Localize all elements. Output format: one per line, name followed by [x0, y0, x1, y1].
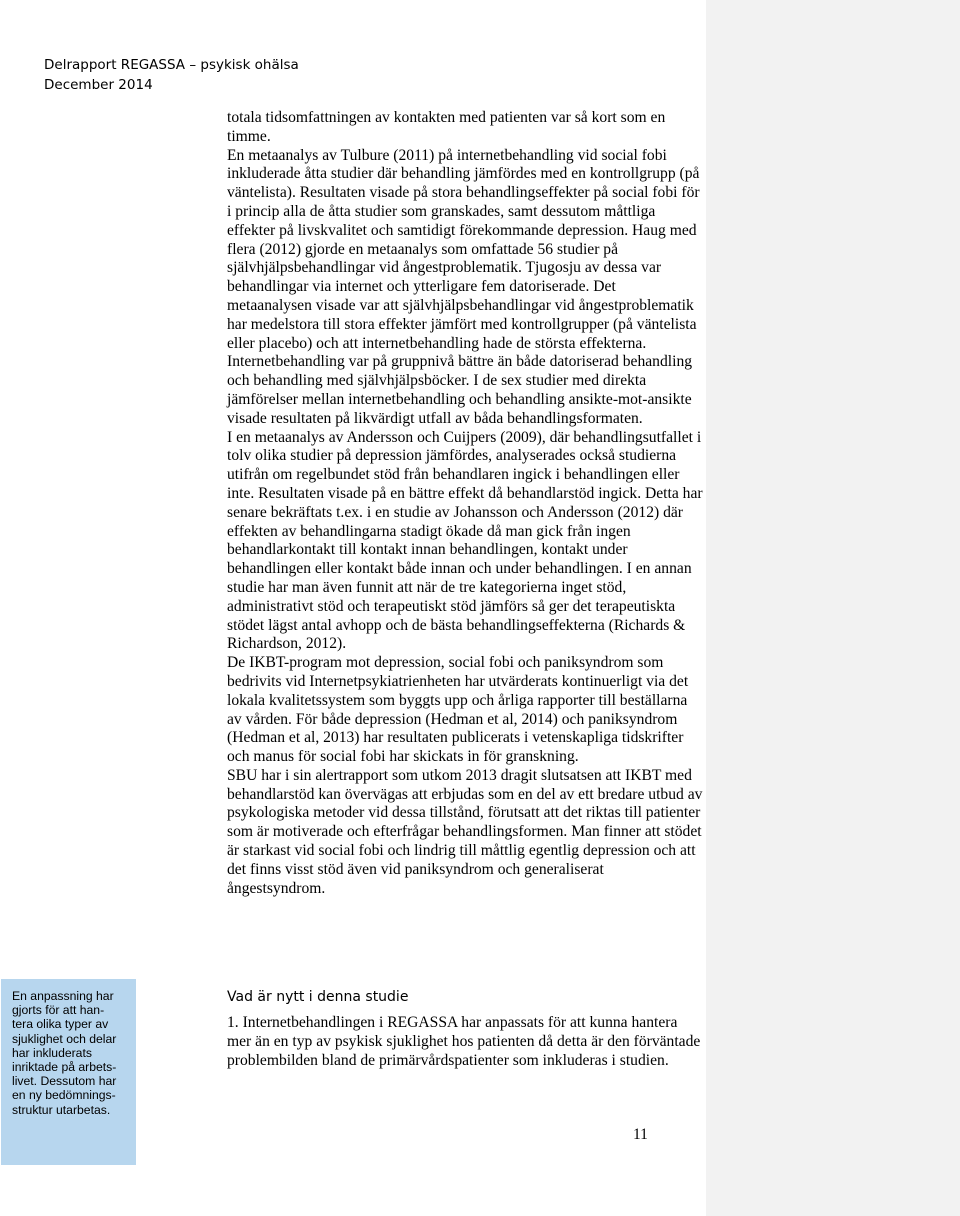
sidebar-note-line: gjorts för att han-	[12, 1003, 105, 1018]
paragraph: totala tidsomfattningen av kontakten med patienten var så kort som en timme.	[227, 109, 666, 145]
sidebar-note-line: tera olika typer av	[12, 1017, 109, 1032]
sidebar-note-line: en ny bedömnings-	[12, 1088, 116, 1103]
section-text: 1. Internetbehandlingen i REGASSA har anpassats för att kunna hantera mer än en typ av psykisk sjuklighet hos patienten då detta är den förväntade problembilden bland de primärvårdspatienter som inkluderas i studien.	[227, 1014, 701, 1069]
sidebar-note-line: sjuklighet och delar	[12, 1031, 117, 1046]
right-margin-panel	[706, 0, 960, 1216]
paragraph: En metaanalys av Tulbure (2011) på internetbehandling vid social fobi inkluderade åtta studier där behandling jämfördes med en kontrollgrupp (på väntelista). Resultaten visade på stora behandlingseffekter på social fobi för i princip alla de åtta studier som granskades, samt dessutom måttliga effekter på livskvalitet och samtidigt förekommande depression. Haug med flera (2012) gjorde en metaanalys som omfattade 56 studier på självhjälpsbehandlingar vid ångestproblematik. Tjugosju av dessa var behandlingar via internet och ytterligare fem datoriserade. Det metaanalysen visade var att självhjälpsbehandlingar vid ångestproblematik har medelstora till stora effekter jämfört med kontrollgrupper (på väntelista eller placebo) och att internetbehandling hade de största effekterna. Internetbehandling var på gruppnivå bättre än både datoriserad behandling och behandling med självhjälpsböcker. I de sex studier med direkta jämförelser mellan internetbehandling och behandling ansikte-mot-ansikte visade resultaten på likvärdigt utfall av båda behandlingsformaten.	[227, 146, 700, 427]
sidebar-note-line: En anpassning har	[12, 989, 114, 1003]
sidebar-note-line: har inkluderats	[12, 1045, 92, 1060]
sidebar-note	[1, 979, 136, 1165]
sidebar-note-line: struktur utarbetas.	[12, 1102, 111, 1117]
page-number: 11	[633, 1126, 648, 1143]
sidebar-note-line: livet. Dessutom har	[12, 1074, 117, 1089]
body-text	[227, 109, 703, 898]
paragraph: De IKBT-program mot depression, social fobi och paniksyndrom som bedrivits vid Internetpsykiatrienheten har utvärderats kontinuerligt via det lokala kvalitetssystem som byggts upp och årliga rapporter till beställarna av vården. För både depression (Hedman et al, 2014) och paniksyndrom (Hedman et al, 2013) har resultaten publicerats i vetenskapliga tidskrifter och manus för social fobi har skickats in för granskning.	[227, 654, 689, 766]
section-heading: Vad är nytt i denna studie	[227, 989, 409, 1005]
page-header	[44, 55, 644, 95]
paragraph: SBU har i sin alertrapport som utkom 2013 dragit slutsatsen att IKBT med behandlarstöd kan övervägas att erbjudas som en del av ett bredare utbud av psykologiska metoder vid dessa tillstånd, förutsatt att det riktas till patienter som är motiverade och efterfrågar behandlingsformen. Man finner att stödet är starkast vid social fobi och lindrig till måttlig egentlig depression och att det finns visst stöd även vid paniksyndrom och generaliserat ångestsyndrom.	[227, 766, 703, 897]
paragraph: I en metaanalys av Andersson och Cuijpers (2009), där behandlingsutfallet i tolv olika studier på depression jämfördes, analyserades också studierna utifrån om regelbundet stöd från behandlaren ingick i behandlingen eller inte. Resultaten visade på en bättre effekt då behandlarstöd ingick. Detta har senare bekräftats t.ex. i en studie av Johansson och Andersson (2012) där effekten av behandlingarna stadigt ökade då man gick från ingen behandlarkontakt till kontakt innan behandlingen, kontakt under behandlingen eller kontakt både innan och under behandlingen. I en annan studie har man även funnit att när de tre kategorierna inget stöd, administrativt stöd och terapeutiskt stöd jämförs så ger det terapeutiskta stödet lägst antal avhopp och de bästa behandlingseffekterna (Richards & Richardson, 2012).	[227, 428, 703, 653]
report-date: December 2014	[44, 77, 153, 93]
sidebar-note-line: inriktade på arbets-	[12, 1060, 117, 1075]
report-title: Delrapport REGASSA – psykisk ohälsa	[44, 57, 299, 73]
